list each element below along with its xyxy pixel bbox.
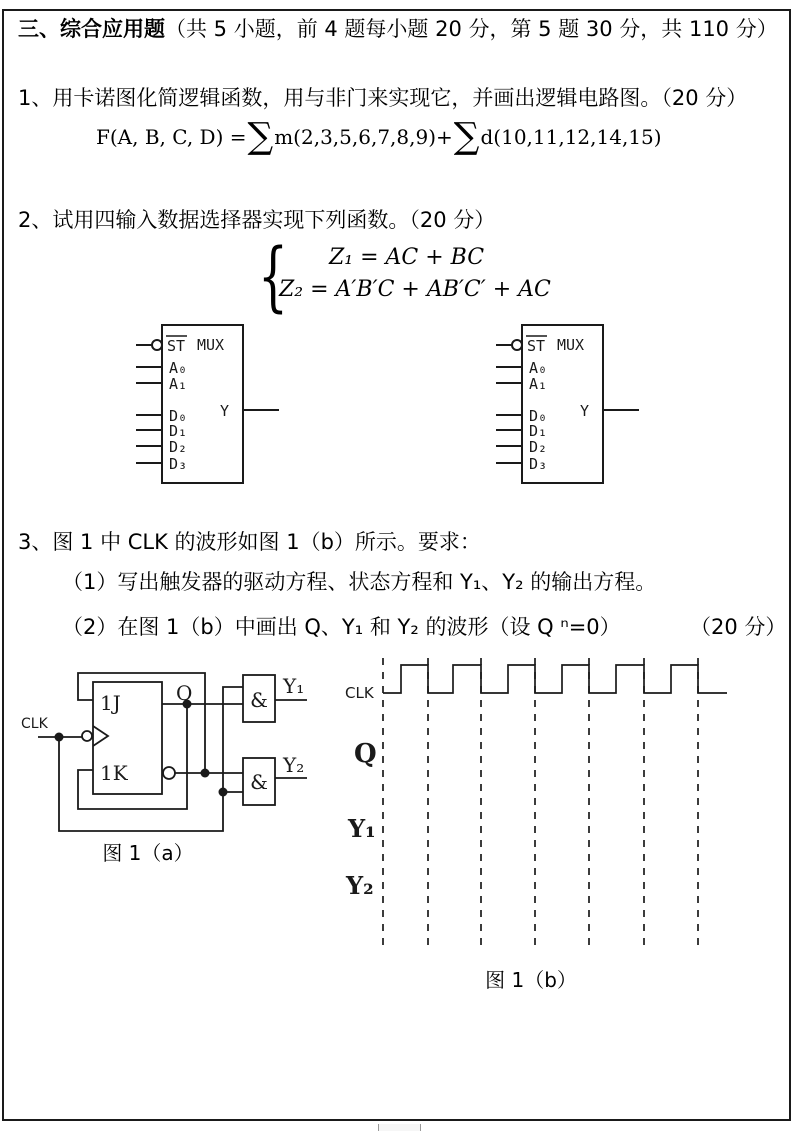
y2-label: Y₂ [283,753,305,777]
y1-label: Y₁ [283,674,305,698]
sigma-symbol: ∑ [453,115,480,157]
section-title-bold: 三、综合应用题 [18,17,165,41]
mux-title-label: MUX [557,336,585,354]
mux-a1-label: A₁ [169,375,188,393]
mux-d3-label: D₃ [169,455,188,473]
question-3-item-1: （1）写出触发器的驱动方程、状态方程和 Y₁、Y₂ 的输出方程。 [62,570,657,594]
figure-1a-caption: 图 1（a） [102,841,194,865]
waveform-y2-label: Y₂ [346,871,374,900]
clk-waveform-diagram [340,648,770,958]
mux-y-label: Y [220,402,230,420]
formula-minterms: m(2,3,5,6,7,8,9) [274,125,437,149]
qbar-junction-dot [201,769,210,778]
and-gate-1-symbol: & [250,688,268,712]
mux-diagram-2 [491,320,651,490]
question-1-formula [96,116,662,158]
mux-title-label: MUX [197,336,225,354]
question-3-score: （20 分） [690,615,787,639]
formula-lhs: F(A, B, C, D) = [96,125,247,149]
next-page-edge [378,1124,421,1131]
mux-d0-label: D₀ [169,407,188,425]
q-output-label: Q [176,681,193,705]
mux-d1-label: D₁ [169,422,188,440]
equation-z2: Z₂ = A′B′C + AB′C′ + AC [279,277,551,302]
mux-d3-label: D₃ [529,455,548,473]
mux-a0-label: A₀ [169,359,188,377]
clk-branch-dot [219,788,228,797]
mux-diagram-1 [131,320,291,490]
question-3-text: 3、图 1 中 CLK 的波形如图 1（b）所示。要求： [18,530,481,554]
mux-st-bubble-icon [152,340,162,350]
section-title [18,13,778,43]
mux-d2-label: D₂ [529,438,548,456]
clk-waveform-trace [383,665,727,693]
mux-st-label: ST [167,337,186,355]
clk-junction-dot [55,733,64,742]
sigma-symbol: ∑ [247,115,274,157]
mux-y-label: Y [580,402,590,420]
clock-bubble-icon [82,731,92,741]
qbar-bubble-icon [163,767,175,779]
mux-d0-label: D₀ [529,407,548,425]
j-input-label: 1J [100,691,121,715]
mux-a1-label: A₁ [529,375,548,393]
k-input-label: 1K [100,761,128,785]
mux-a0-label: A₀ [529,359,548,377]
clk-label: CLK [21,716,48,732]
mux-st-bubble-icon [512,340,522,350]
mux-d1-label: D₁ [529,422,548,440]
waveform-clk-label: CLK [345,684,374,702]
waveform-q-label: Q [354,739,377,769]
mux-st-label: ST [527,337,546,355]
section-title-paren: （共 5 小题，前 4 题每小题 20 分，第 5 题 30 分，共 110 分） [165,17,778,41]
question-1-text: 1、用卡诺图化简逻辑函数，用与非门来实现它，并画出逻辑电路图。（20 分） [18,86,748,110]
question-2-text: 2、试用四输入数据选择器实现下列函数。（20 分） [18,208,496,232]
mux-d2-label: D₂ [169,438,188,456]
figure-1b-caption: 图 1（b） [485,968,577,992]
formula-plus: + [436,125,453,149]
and-gate-2-symbol: & [250,770,268,794]
question-3-item-2: （2）在图 1（b）中画出 Q、Y₁ 和 Y₂ 的波形（设 Q ⁿ=0） [62,615,621,639]
formula-dontcares: d(10,11,12,14,15) [480,125,662,149]
waveform-y1-label: Y₁ [348,814,376,843]
equation-z1: Z₁ = AC + BC [329,245,485,270]
equation-brace: { [258,231,288,320]
